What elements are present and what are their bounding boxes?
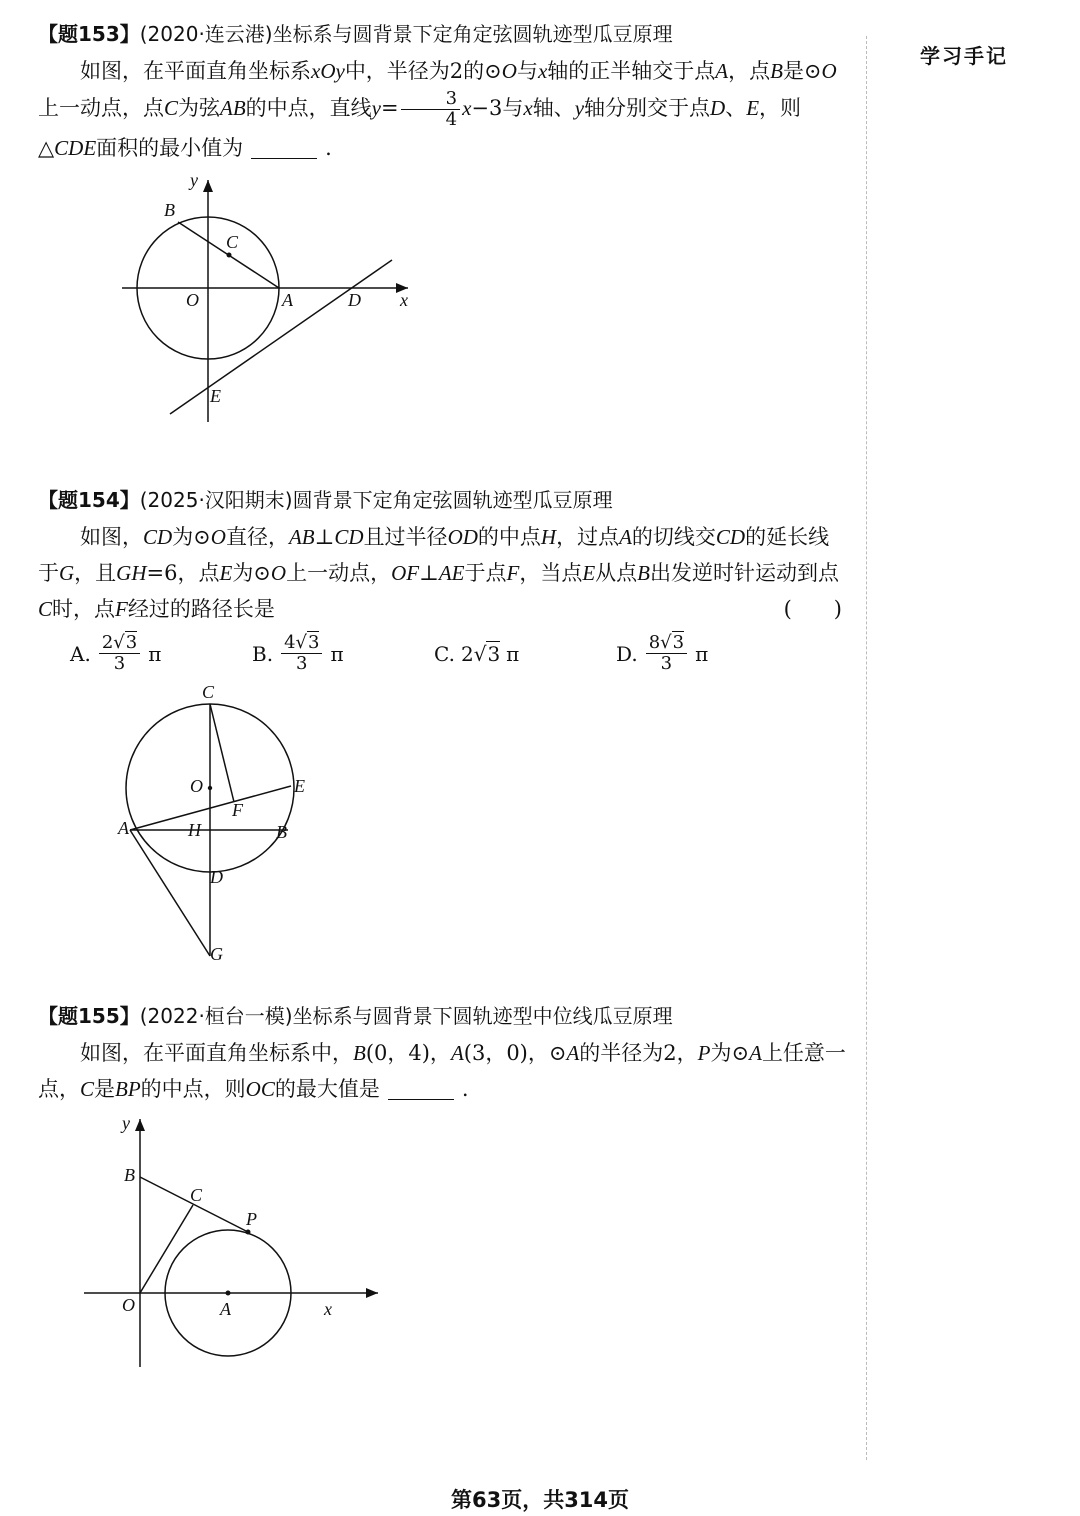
- figure-155: [78, 1113, 408, 1383]
- answer-paren: ( ): [783, 597, 842, 621]
- label-x: x: [400, 290, 408, 310]
- label-C: C: [202, 682, 215, 702]
- answer-blank: [251, 158, 317, 159]
- notes-title: 学习手记: [920, 44, 1008, 68]
- label-B: B: [276, 822, 287, 842]
- main-content: [38, 18, 848, 1383]
- label-C: C: [226, 232, 239, 252]
- option-b[interactable]: B. $\frac{4√3}{3}$ π: [252, 632, 344, 674]
- label-P: P: [246, 1209, 257, 1229]
- label-A: A: [220, 1299, 231, 1319]
- question-source: (2020·连云港)坐标系与圆背景下定角定弦圆轨迹型瓜豆原理: [139, 22, 673, 46]
- label-C: C: [190, 1185, 203, 1205]
- figure-153: [78, 172, 438, 432]
- question-text: 如图，在平面直角坐标系中，B(0，4)，A(3，0)，⊙A的半径为2，P为⊙A上任意一点，C是BP的中点，则OC的最大值是 .: [38, 1041, 846, 1101]
- label-D: D: [348, 290, 361, 310]
- label-x: x: [324, 1299, 332, 1319]
- figure-154: [78, 680, 338, 970]
- label-E: E: [294, 776, 305, 796]
- label-O: O: [190, 776, 203, 796]
- question-header: [38, 1000, 848, 1029]
- label-A: A: [282, 290, 293, 310]
- label-A: A: [118, 818, 129, 838]
- question-source: (2025·汉阳期末)圆背景下定角定弦圆轨迹型瓜豆原理: [139, 488, 613, 512]
- question-source: (2022·桓台一模)坐标系与圆背景下圆轨迹型中位线瓜豆原理: [139, 1004, 673, 1028]
- label-G: G: [210, 944, 223, 964]
- label-H: H: [188, 820, 201, 840]
- label-E: E: [210, 386, 221, 406]
- option-a[interactable]: A. $\frac{2√3}{3}$ π: [70, 632, 162, 674]
- question-155: [38, 1000, 848, 1383]
- label-F: F: [232, 800, 243, 820]
- label-B: B: [164, 200, 175, 220]
- question-154: [38, 484, 848, 970]
- fraction: $\frac{3}{4}$: [401, 89, 460, 130]
- label-y: y: [190, 172, 198, 190]
- label-D: D: [210, 867, 223, 887]
- label-O: O: [122, 1295, 135, 1315]
- question-text: 如图，CD为⊙O直径，AB⊥CD且过半径OD的中点H，过点A的切线交CD的延长线于G，且GH=6，点E为⊙O上一动点，OF⊥AE于点F，当点E从点B出发逆时针运动到点C时，点F经过的路径长是 ( ): [38, 519, 848, 627]
- label-O: O: [186, 290, 199, 310]
- option-c[interactable]: C. 2√3 π: [434, 641, 520, 666]
- answer-options: [70, 633, 848, 674]
- answer-blank: [388, 1099, 454, 1100]
- question-number: 【题153】: [38, 22, 140, 46]
- question-text: 如图，在平面直角坐标系xOy中，半径为2的⊙O与x轴的正半轴交于点A，点B是⊙O上一动点，点C为弦AB的中点，直线y= $\frac{3}{4}$ x−3与x轴、y轴分别交于点D、E，则△CDE面积的最小值为 .: [38, 59, 837, 160]
- label-y: y: [122, 1113, 130, 1133]
- notes-divider: [866, 36, 867, 1460]
- question-header: [38, 18, 848, 47]
- option-d[interactable]: D. $\frac{8√3}{3}$ π: [616, 632, 709, 674]
- question-header: [38, 484, 848, 513]
- label-B: B: [124, 1165, 135, 1185]
- question-number: 【题155】: [38, 1004, 140, 1028]
- page-footer: 第63页，共314页: [450, 1488, 630, 1512]
- question-number: 【题154】: [38, 488, 140, 512]
- question-153: [38, 18, 848, 432]
